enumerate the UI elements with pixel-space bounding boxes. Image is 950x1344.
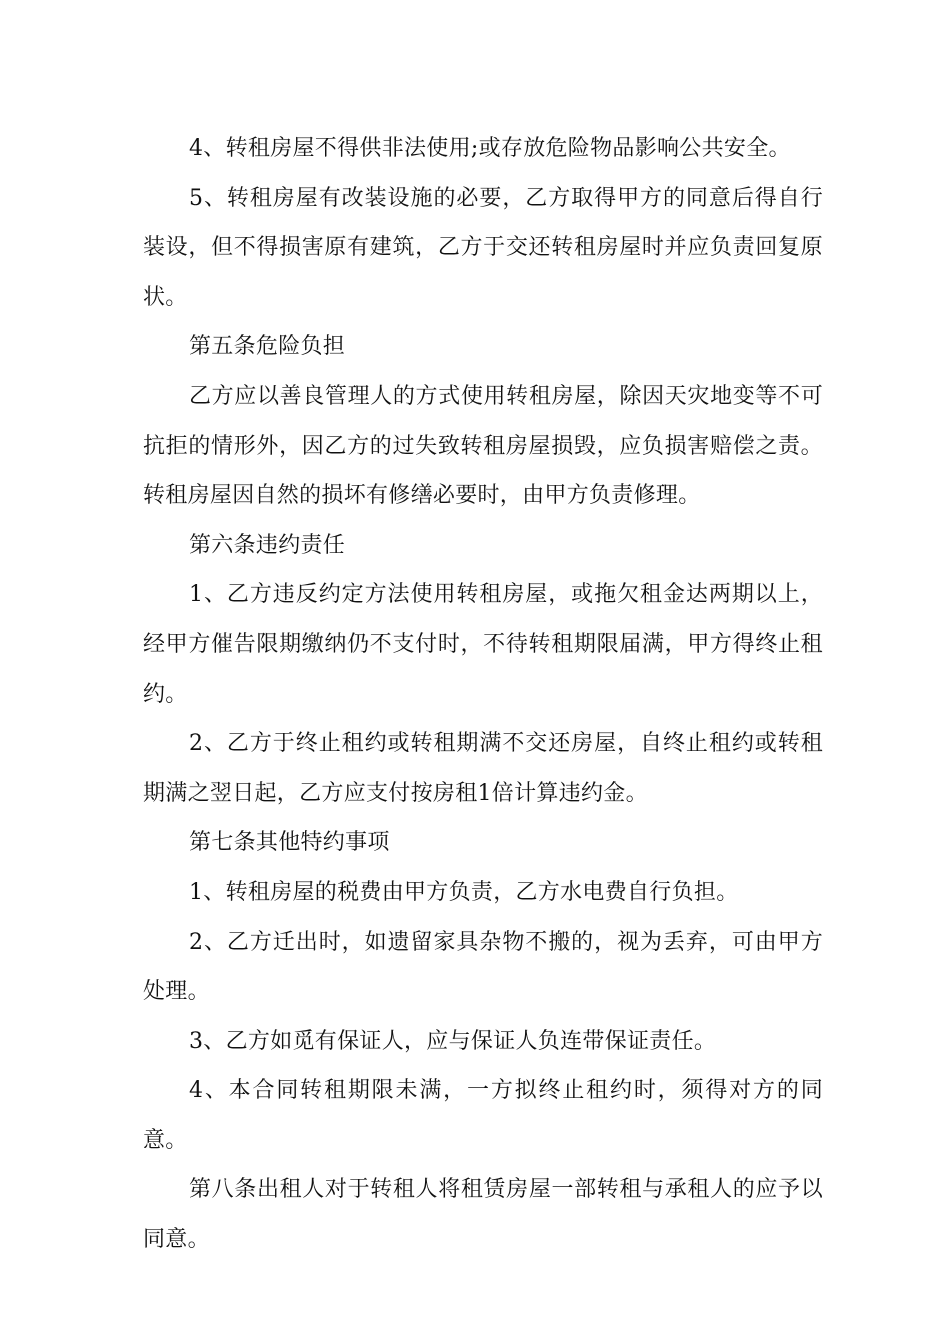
section-heading-6: 第六条违约责任 bbox=[189, 532, 346, 558]
paragraph-clause-4-5: 5、转租房屋有改装设施的必要，乙方取得甲方的同意后得自行装设，但不得损害原有建筑，乙方于交还转租房屋时并应负责回复原状。 bbox=[143, 185, 823, 310]
document-body bbox=[143, 124, 823, 1265]
paragraph-clause-6-1: 1、乙方违反约定方法使用转租房屋，或拖欠租金达两期以上，经甲方催告限期缴纳仍不支付时，不待转租期限届满，甲方得终止租约。 bbox=[143, 582, 823, 707]
section-heading-5: 第五条危险负担 bbox=[189, 334, 346, 360]
paragraph-clause-7-4: 4、本合同转租期限未满，一方拟终止租约时，须得对方的同意。 bbox=[143, 1078, 823, 1153]
paragraph-clause-7-2: 2、乙方迁出时，如遗留家具杂物不搬的，视为丢弃，可由甲方处理。 bbox=[143, 929, 823, 1005]
paragraph-clause-8: 第八条出租人对于转租人将租赁房屋一部转租与承租人的应予以同意。 bbox=[143, 1177, 823, 1253]
paragraph-clause-5: 乙方应以善良管理人的方式使用转租房屋，除因天灾地变等不可抗拒的情形外，因乙方的过失致转租房屋损毁，应负损害赔偿之责。转租房屋因自然的损坏有修缮必要时，由甲方负责修理。 bbox=[143, 383, 823, 509]
section-heading-7: 第七条其他特约事项 bbox=[189, 830, 390, 856]
paragraph-clause-6-2: 2、乙方于终止租约或转租期满不交还房屋，自终止租约或转租期满之翌日起，乙方应支付按房租1倍计算违约金。 bbox=[143, 731, 823, 806]
paragraph-clause-7-3: 3、乙方如觅有保证人，应与保证人负连带保证责任。 bbox=[189, 1028, 717, 1054]
paragraph-clause-7-1: 1、转租房屋的税费由甲方负责，乙方水电费自行负担。 bbox=[189, 879, 739, 905]
paragraph-clause-4-4: 4、转租房屋不得供非法使用;或存放危险物品影响公共安全。 bbox=[189, 136, 791, 161]
